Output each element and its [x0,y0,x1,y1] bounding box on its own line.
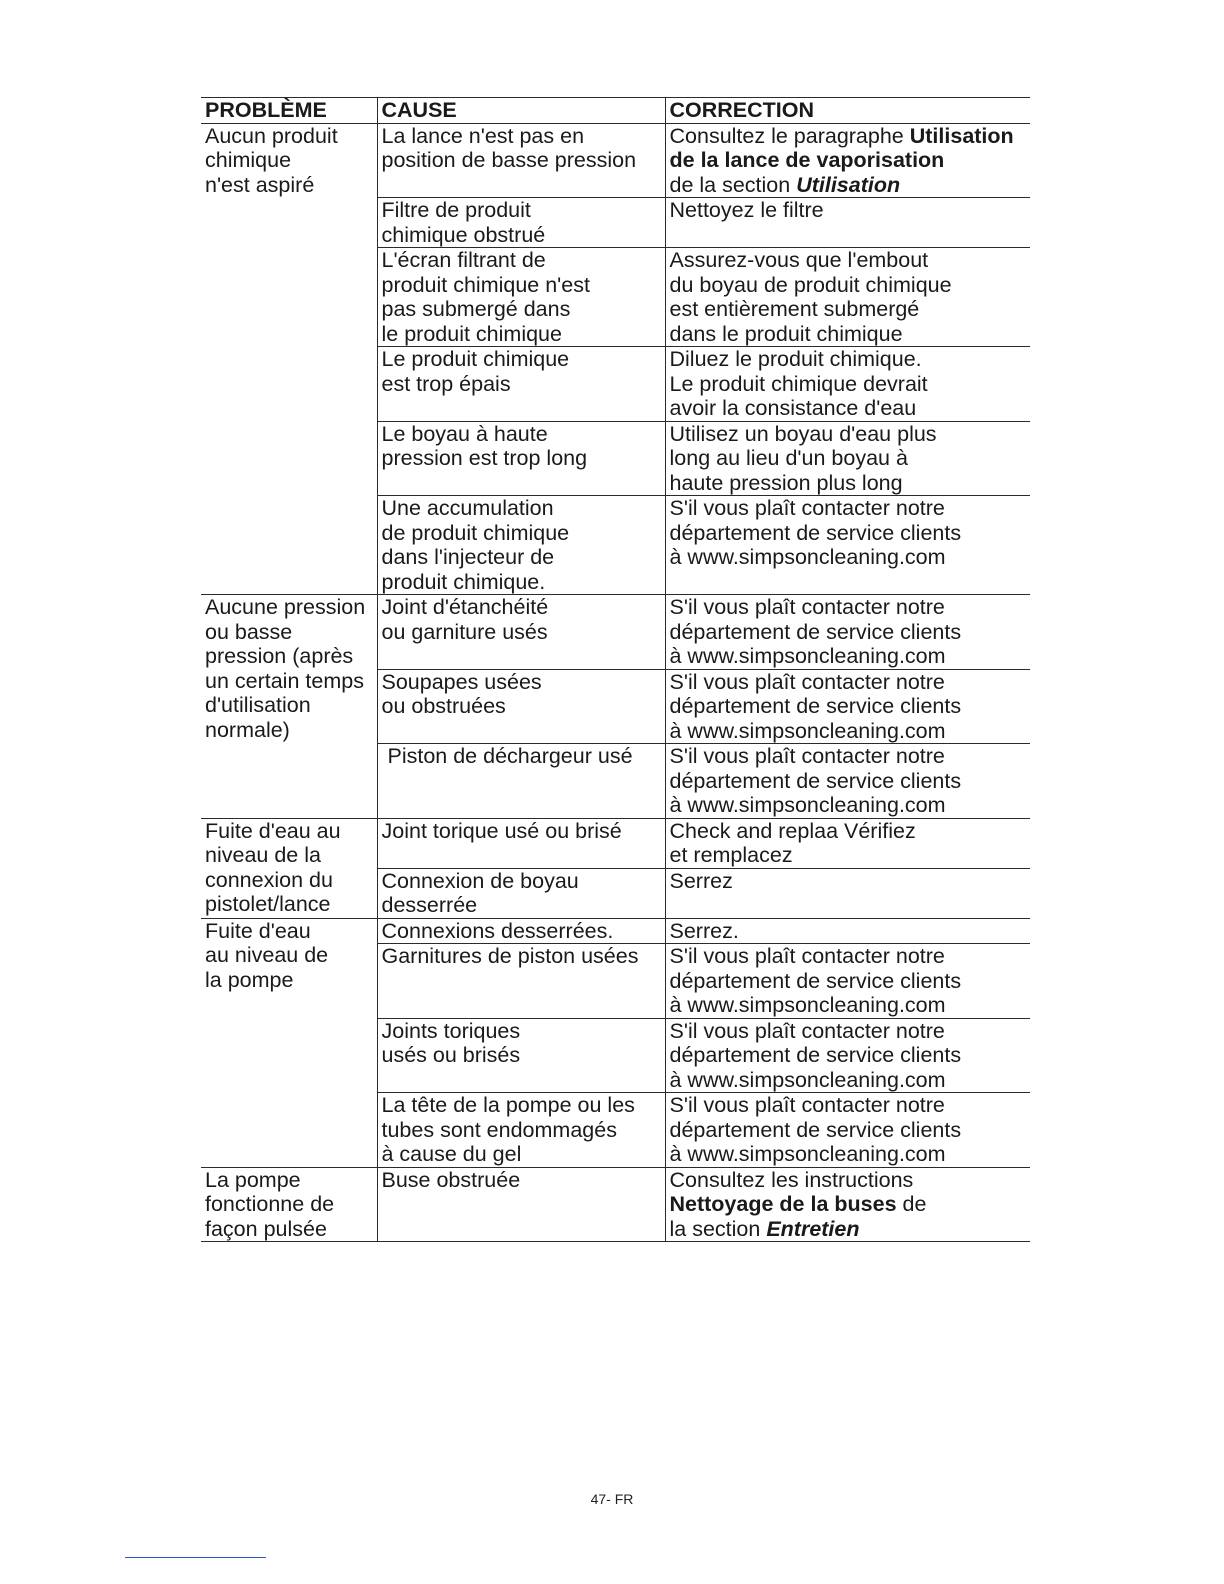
correction-cell: Utilisez un boyau d'eau plus long au lieu d'un boyau à haute pression plus long [665,421,1030,496]
correction-cell: Check and replaa Vérifiez et remplacez [665,818,1030,868]
table-row [201,595,1030,670]
header-probleme: PROBLÈME [201,98,377,124]
cause-cell: Joint d'étanchéité ou garniture usés [377,595,665,670]
correction-cell: S'il vous plaît contacter notre département de service clients à www.simpsoncleaning.com [665,669,1030,744]
correction-text-part: Consultez les instructions [669,1167,914,1192]
correction-cell: S'il vous plaît contacter notre département de service clients à www.simpsoncleaning.com [665,744,1030,819]
header-cause: CAUSE [377,98,665,124]
cause-cell: Filtre de produit chimique obstrué [377,198,665,248]
cause-cell: Piston de déchargeur usé [377,744,665,819]
cause-cell: Garnitures de piston usées [377,944,665,1019]
cause-cell: Connexions desserrées. [377,918,665,944]
problem-cell: Aucune pression ou basse pression (après un certain temps d'utilisation normale) [201,595,377,819]
correction-text-part: de la section [669,172,791,197]
problem-cell: La pompe fonctionne de façon pulsée [201,1167,377,1242]
correction-cell: Serrez [665,868,1030,918]
correction-cell: S'il vous plaît contacter notre département de service clients à www.simpsoncleaning.com [665,1093,1030,1168]
correction-cell: S'il vous plaît contacter notre département de service clients à www.simpsoncleaning.com [665,944,1030,1019]
cause-cell: Joints toriques usés ou brisés [377,1018,665,1093]
correction-cell: S'il vous plaît contacter notre département de service clients à www.simpsoncleaning.com [665,496,1030,595]
correction-text-part: de la section [669,1192,927,1241]
correction-text-part: Utilisation de la lance de vaporisation [669,123,1014,172]
footer-link-underline [125,1557,266,1558]
cause-cell: Soupapes usées ou obstruées [377,669,665,744]
table-row [201,918,1030,944]
cause-cell: L'écran filtrant de produit chimique n'est pas submergé dans le produit chimique [377,248,665,347]
correction-cell [665,123,1030,198]
problem-cell: Fuite d'eau au niveau de la pompe [201,918,377,1167]
correction-cell: S'il vous plaît contacter notre département de service clients à www.simpsoncleaning.com [665,595,1030,670]
cause-cell: La lance n'est pas en position de basse pression [377,123,665,198]
correction-cell: S'il vous plaît contacter notre département de service clients à www.simpsoncleaning.com [665,1018,1030,1093]
table-row [201,1167,1030,1242]
header-row [201,98,1030,124]
page-number: 47- FR [590,1491,634,1507]
correction-cell: Assurez-vous que l'embout du boyau de produit chimique est entièrement submergé dans le produit chimique [665,248,1030,347]
table-body [201,123,1030,1242]
table-row [201,818,1030,868]
cause-cell: Le produit chimique est trop épais [377,347,665,422]
cause-cell: La tête de la pompe ou les tubes sont endommagés à cause du gel [377,1093,665,1168]
cause-cell: Une accumulation de produit chimique dans l'injecteur de produit chimique. [377,496,665,595]
problem-cell: Fuite d'eau au niveau de la connexion du pistolet/lance [201,818,377,918]
header-correction: CORRECTION [665,98,1030,124]
cause-cell: Buse obstruée [377,1167,665,1242]
cause-cell: Le boyau à haute pression est trop long [377,421,665,496]
correction-cell [665,1167,1030,1242]
correction-text-part: Utilisation [796,172,901,197]
correction-cell: Diluez le produit chimique. Le produit chimique devrait avoir la consistance d'eau [665,347,1030,422]
correction-text-part: Nettoyage de la buses [669,1192,897,1216]
correction-text-part: Entretien [766,1216,860,1241]
cause-cell: Joint torique usé ou brisé [377,818,665,868]
problem-cell: Aucun produit chimique n'est aspiré [201,123,377,595]
correction-cell: Nettoyez le filtre [665,198,1030,248]
troubleshooting-table [201,97,1030,1242]
table-row [201,123,1030,198]
correction-cell: Serrez. [665,918,1030,944]
correction-text-part: Consultez le paragraphe [669,123,910,148]
cause-cell: Connexion de boyau desserrée [377,868,665,918]
